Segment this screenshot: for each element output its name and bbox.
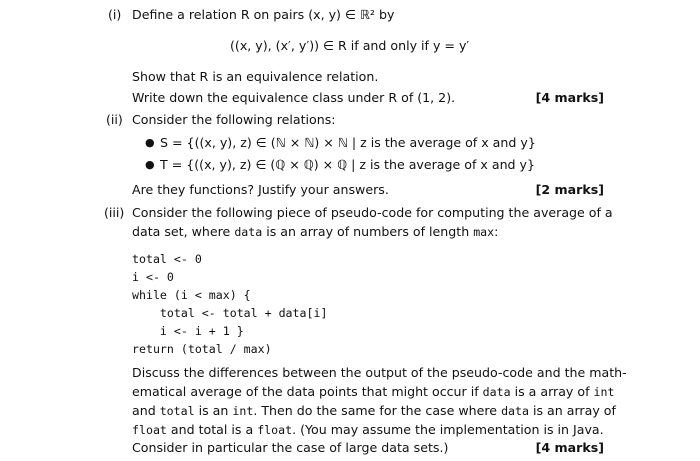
part-iii-intro-1: Consider the following piece of pseudo-code for computing the average of a [132,205,613,220]
part-iii-label: (iii) [104,205,125,220]
discussion-line-2: ematical average of the data points that might occur if data is a array of int [132,384,615,399]
discussion-line-4: float and total is a float. (You may assume the implementation is in Java. [132,422,604,437]
part-ii-question: Are they functions? Justify your answers. [132,182,389,197]
code-line: i <- i + 1 } [132,324,244,338]
code-line: while (i < max) { [132,288,251,302]
bullet-icon: ● [145,136,155,149]
relation-definition: ((x, y), (x′, y′)) ∈ R if and only if y = y′ [230,38,470,53]
discussion-line-3: and total is an int. Then do the same for the case where data is an array of [132,403,616,418]
part-i-label: (i) [108,7,122,22]
relation-t: T = {((x, y), z) ∈ (ℚ × ℚ) × ℚ | z is the average of x and y} [160,157,536,172]
bullet-icon: ● [145,158,155,171]
code-line: total <- total + data[i] [132,306,328,320]
code-line: total <- 0 [132,252,202,266]
discussion-line-1: Discuss the differences between the output of the pseudo-code and the math- [132,365,627,380]
part-iii-intro-2: data set, where data is an array of numbers of length max: [132,224,499,239]
part-i-write-text: Write down the equivalence class under R of (1, 2). [132,90,456,105]
part-i-intro: Define a relation R on pairs (x, y) ∈ ℝ² by [132,7,395,22]
discussion-line-5: Consider in particular the case of large data sets.) [132,440,449,455]
part-i-show-text: Show that R is an equivalence relation. [132,69,379,84]
part-ii-intro: Consider the following relations: [132,112,336,127]
part-ii-label: (ii) [106,112,123,127]
part-ii-marks: [2 marks] [535,182,604,197]
part-i-marks: [4 marks] [535,90,604,105]
relation-s: S = {((x, y), z) ∈ (ℕ × ℕ) × ℕ | z is the average of x and y} [160,135,536,150]
part-iii-marks: [4 marks] [535,440,604,455]
code-line: return (total / max) [132,342,272,356]
code-line: i <- 0 [132,270,174,284]
